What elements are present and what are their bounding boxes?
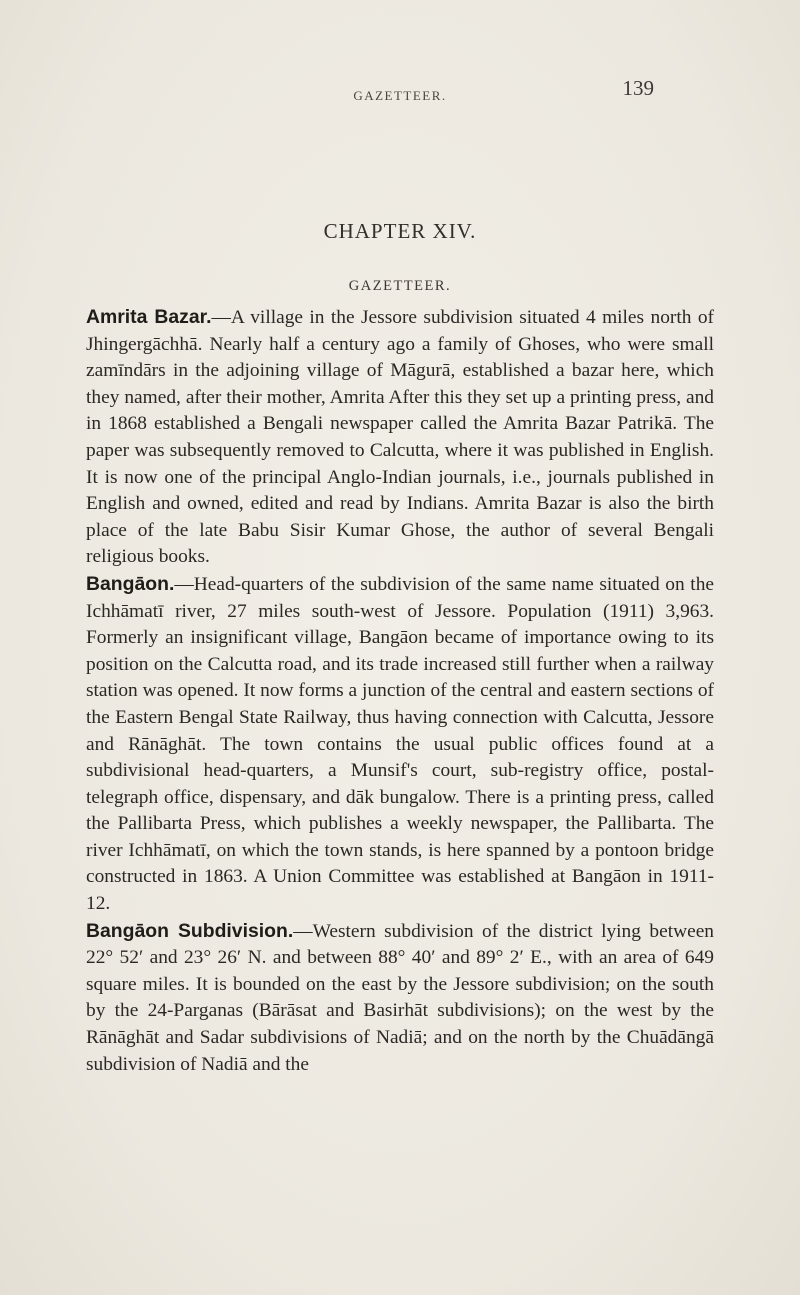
section-title: GAZETTEER. [348, 278, 452, 294]
entry-heading: Amrita Bazar. [86, 306, 212, 328]
entry-heading: Bangāon Subdivision. [86, 919, 294, 942]
entry-bangaon [86, 571, 714, 918]
chapter-title: CHAPTER XIV. [323, 219, 477, 243]
page-number: 139 [622, 76, 654, 100]
entry-heading: Bangāon. [86, 572, 175, 595]
gazetteer-body [86, 304, 714, 1078]
entry-text: —A village in the Jessore subdivision situated 4 miles north of Jhingergāchhā. Nearly half a century ago a family of Ghoses, who were small zamīndārs in the adjoining village of Māgurā, established a bazar here, which they named, after their mother, Amrita After this they set up a printing press, and in 1868 established a Bengali newspaper called the Amrita Bazar Patrikā. The paper was subsequently removed to Calcutta, where it was published in English. It is now one of the principal Anglo-Indian journals, i.e., journals published in English and owned, edited and read by Indians. Amrita Bazar is also the birth place of the late Babu Sisir Kumar Ghose, the author of several Bengali religious books. [86, 307, 714, 568]
running-head: GAZETTEER. [353, 88, 447, 103]
entry-bangaon-subdivision [86, 918, 714, 1079]
entry-text: —Western subdivision of the district lying between 22° 52′ and 23° 26′ N. and between 88° 40′ and 89° 2′ E., with an area of 649 square miles. It is bounded on the east by the Jessore subdivision; on the south by the 24-Parganas (Bārāsat and Basirhāt subdivisions); on the west by the Rānāghāt and Sadar subdivisions of Nadiā; and on the north by the Chuādāngā subdivision of Nadiā and the [86, 920, 714, 1075]
entry-text: —Head-quarters of the subdivision of the same name situated on the Ichhāmatī river, 27 miles south-west of Jessore. Population (1911) 3,963. Formerly an insignificant village, Bangāon became of importance owing to its position on the Calcutta road, and its trade increased still further when a railway station was opened. It now forms a junction of the central and eastern sections of the Eastern Bengal State Railway, thus having connection with Calcutta, Jessore and Rānāghāt. The town contains the usual public offices found at a subdivisional head-quarters, a Munsif's court, sub-registry office, postal-telegraph office, dispensary, and dāk bungalow. There is a printing press, called the Pallibarta Press, which publishes a weekly newspaper, the Pallibarta. The river Ichhāmatī, on which the town stands, is here spanned by a pontoon bridge constructed in 1863. A Union Committee was established at Bangāon in 1911-12. [86, 573, 714, 915]
entry-amrita-bazar [86, 304, 714, 571]
